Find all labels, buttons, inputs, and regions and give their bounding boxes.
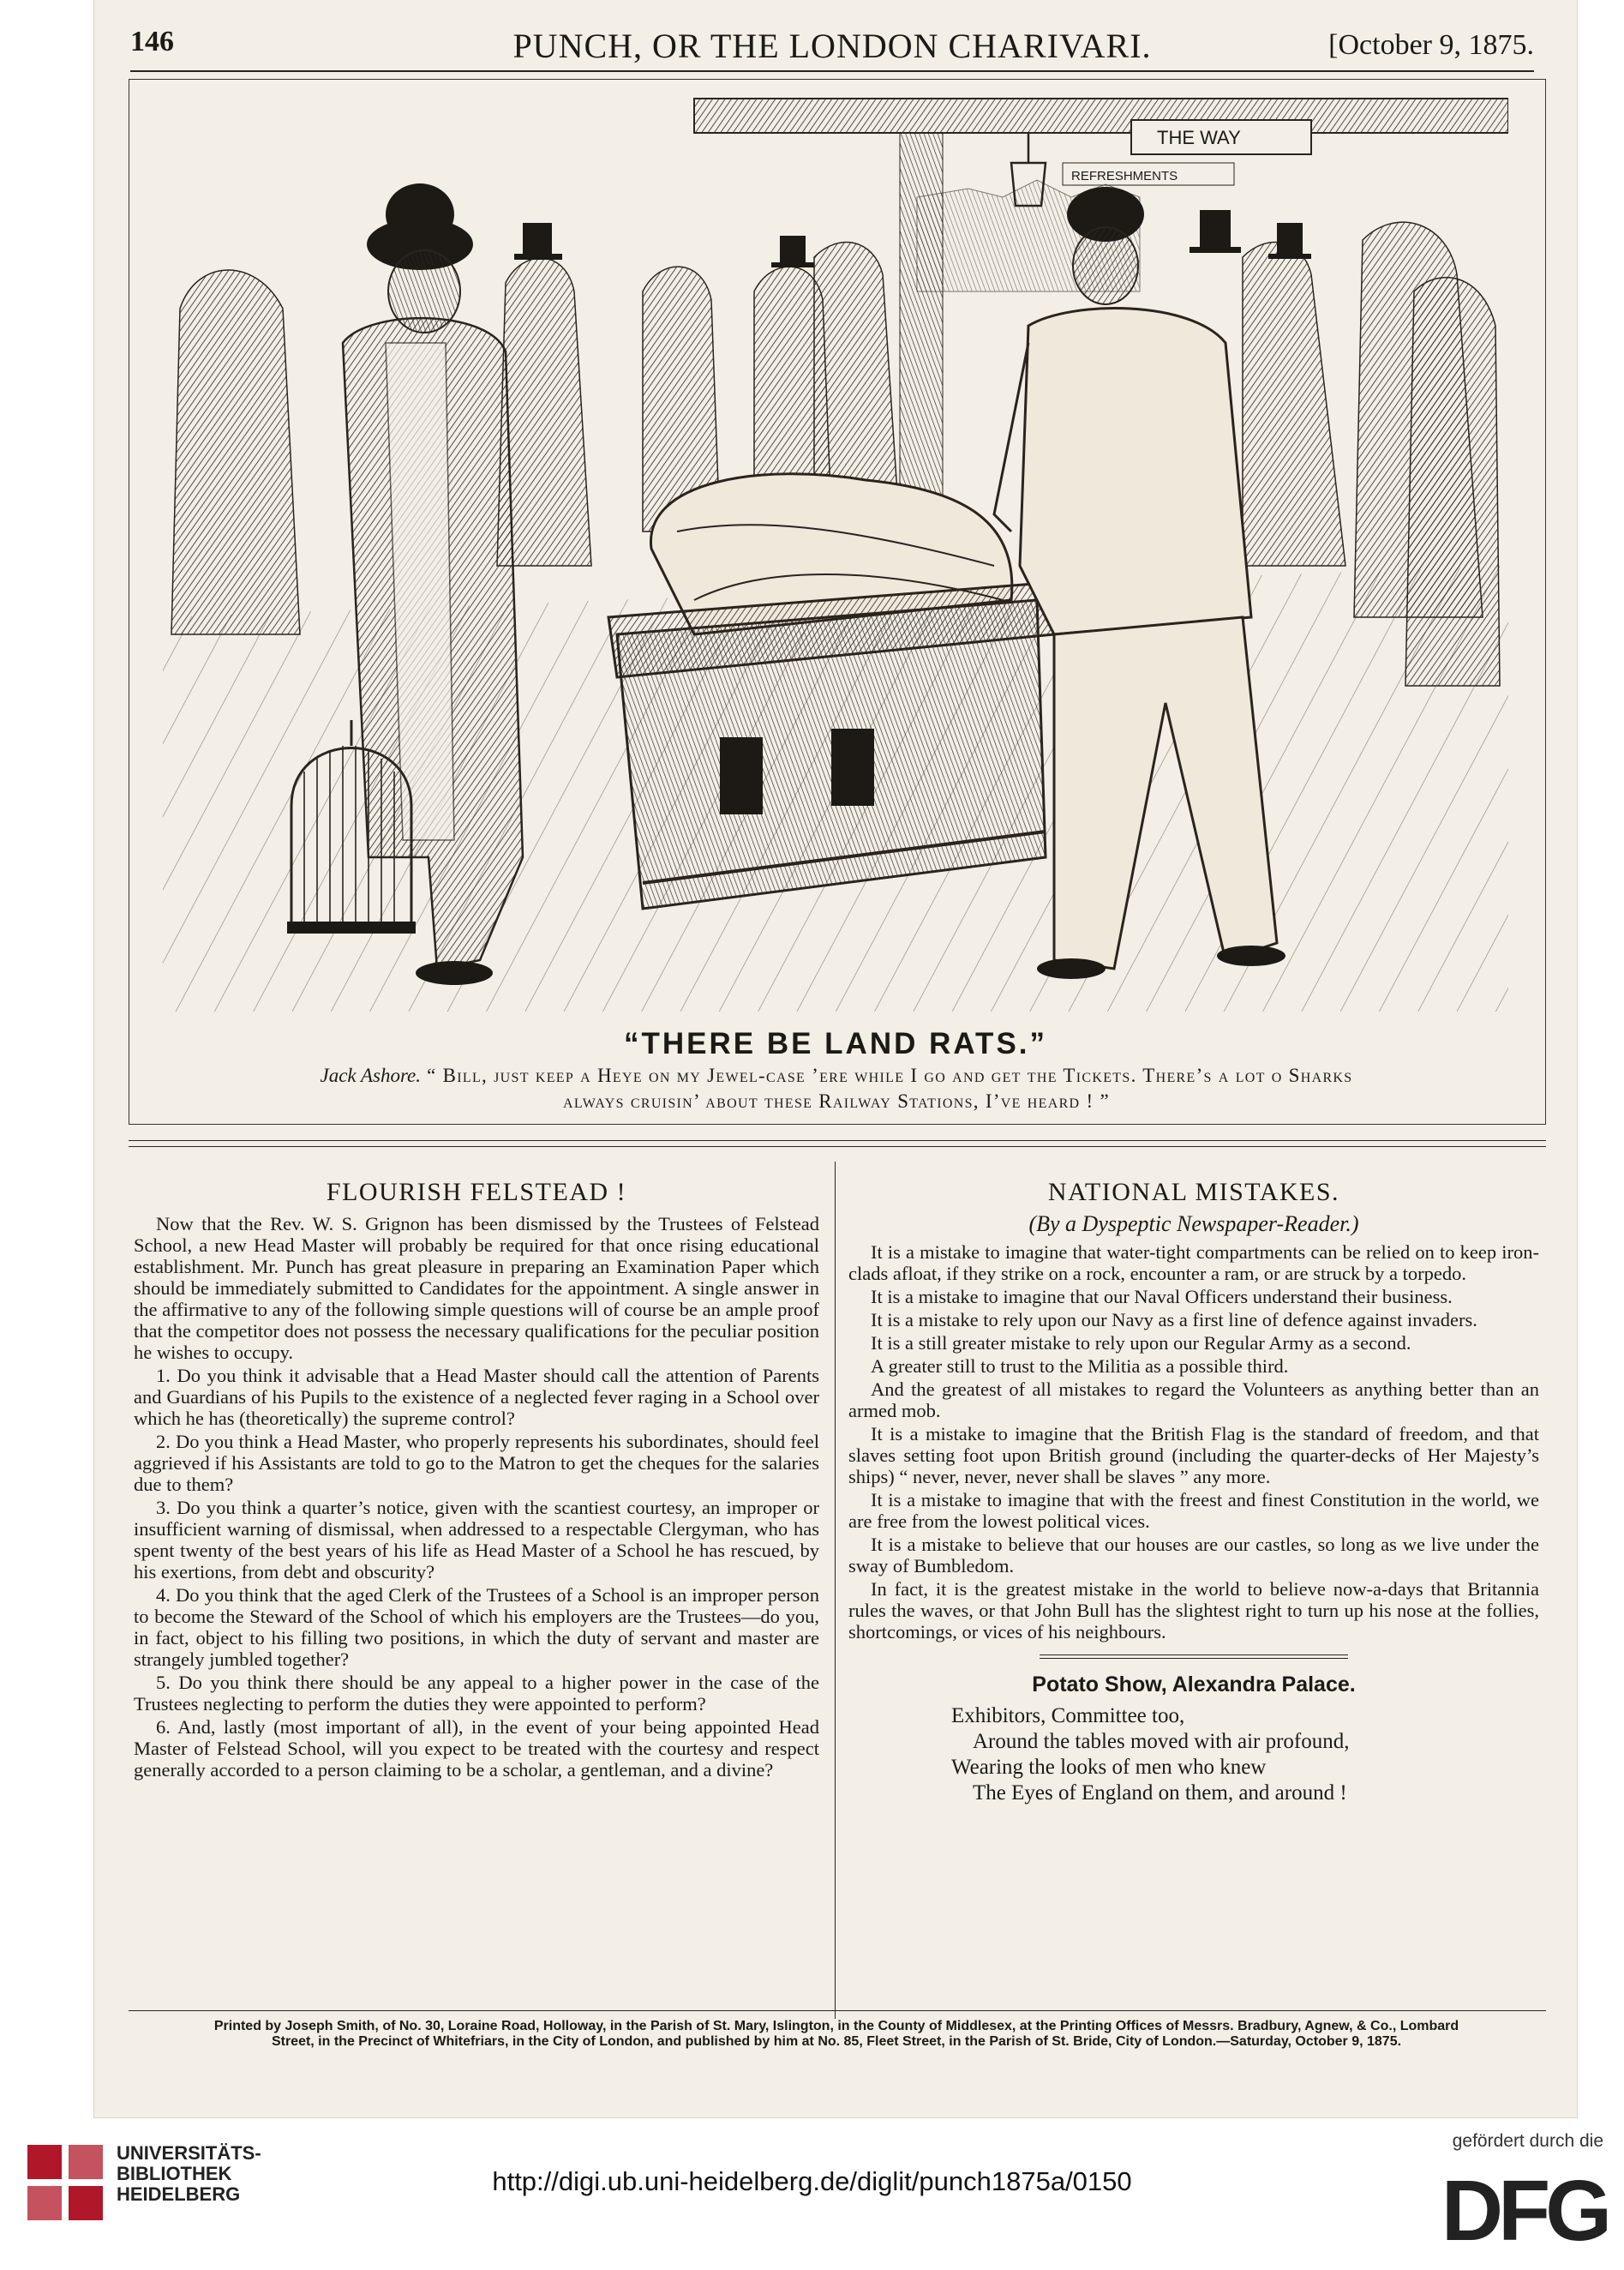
way-sign-text: THE WAY [1157,127,1241,148]
library-name-line: UNIVERSITÄTS- [117,2142,261,2164]
article-paragraph: In fact, it is the greatest mistake in the world to believe now-a-days that Britannia rules the waves, or that John Bull has the slightest right to turn up his nose at the follies, shortcomings, or vices of his neighbours. [848,1578,1539,1642]
caption-speaker: Jack Ashore. [320,1065,422,1086]
poem-line: Around the tables moved with air profound, [973,1730,1350,1753]
poem-line: Wearing the looks of men who knew [951,1756,1267,1779]
running-title: PUNCH, OR THE LONDON CHARIVARI. [512,27,1152,65]
article-paragraph: 4. Do you think that the aged Clerk of the Trustees of a School is an improper person to become the Steward of the School of which his employers are the Trustees—do you, in fact, object to his filling two positions, in which the duty of servant and master are strangely jumbled together? [134,1584,819,1670]
funding-note: gefördert durch die [1452,2131,1603,2151]
cartoon-caption-line-2: always cruisin’ about these Railway Stations, I’ve heard ! ” [563,1090,1110,1112]
section-divider [129,1140,1546,1141]
article-paragraph: A greater still to trust to the Militia as a possible third. [871,1355,1289,1377]
poem-line: Exhibitors, Committee too, [951,1704,1185,1727]
library-name-line: BIBLIOTHEK [117,2163,232,2184]
imprint-line-2: Street, in the Precinct of Whitefriars, in the City of London, and published by him at No. 85, Fleet Street, in the Parish of St. Bride, City of London.—Saturday, October 9, 1875. [271,2034,1402,2049]
article-paragraph: 1. Do you think it advisable that a Head Master should call the attention of Parents and Guardians of his Pupils to the existence of a neglected fever raging in a School over which he has (theoretically) the supreme control? [134,1365,819,1429]
section-divider-double [129,1146,1546,1147]
article-title: FLOURISH FELSTEAD ! [326,1178,627,1206]
article-paragraph: 3. Do you think a quarter’s notice, given with the scantiest courtesy, an improper or insufficient warning of dismissal, when addressed to a respectable Clergyman, who has spent twenty of the best years of his life as Head Master of a School he has rescued, by his exertions, from debt and obscurity? [134,1497,819,1582]
poem-title: Potato Show, Alexandra Palace. [1032,1672,1356,1696]
article-paragraph: 2. Do you think a Head Master, who properly represents his subordinates, should feel aggrieved if his Assistants are told to go to the Matron to get the cheques for the salaries due to them? [134,1431,819,1495]
sea-chest-with-bundle [608,474,1054,909]
caption-speech: “ Bill, just keep a Heye on my Jewel-case ’ere while I go and get the Tickets. There’s a lot o Sharks [427,1065,1353,1086]
article-paragraph: It is a mistake to rely upon our Navy as a first line of defence against invaders. [871,1309,1477,1330]
article-flourish-felstead [134,1174,819,1782]
article-paragraph: And the greatest of all mistakes to regard the Volunteers as anything better than an armed mob. [848,1378,1539,1421]
printer-imprint [134,2019,1539,2050]
article-paragraph: It is a mistake to imagine that our Naval Officers understand their business. [871,1286,1453,1307]
article-paragraph: Now that the Rev. W. S. Grignon has been dismissed by the Trustees of Felstead School, a new Head Master will probably be required for that once rising educational establishment. Mr. Punch has great pleasure in preparing an Examination Paper which should be immediately submitted to Candidates for the appointment. A single answer in the affirmative to any of the following simple questions will of course be an ample proof that the competitor does not possess the necessary qualifications for the peculiar position he wishes to occupy. [134,1213,819,1363]
page-header [130,26,1534,72]
article-paragraph: It is a still greater mistake to rely upon our Regular Army as a second. [871,1332,1411,1354]
imprint-line-1: Printed by Joseph Smith, of No. 30, Loraine Road, Holloway, in the Parish of St. Mary, Islington, in the County of Middlesex, at the Printing Offices of Messrs. Bradbury, Agnew, & Co., Lombard [213,2019,1459,2033]
article-paragraph: It is a mistake to imagine that the British Flag is the standard of freedom, and that slaves setting foot upon British ground (including the quarter-decks of Her Majesty’s ships) “ never, never, never shall be slaves ” any more. [848,1423,1539,1487]
permalink-url[interactable]: http://digi.ub.uni-heidelberg.de/diglit/punch1875a/0150 [492,2166,1132,2196]
page-number: 146 [130,26,174,57]
article-paragraph: It is a mistake to believe that our houses are our castles, so long as we live under the sway of Bumbledom. [848,1534,1539,1576]
article-paragraph: It is a mistake to imagine that water-tight compartments can be relied on to keep iron-clads afloat, if they strike on a rock, encounter a ram, or are struck by a torpedo. [848,1241,1539,1284]
newspaper-page [94,0,1577,2117]
article-national-mistakes [848,1174,1539,1807]
cartoon-title: “THERE BE LAND RATS.” [623,1027,1048,1060]
article-paragraph: 6. And, lastly (most important of all), in the event of your being appointed Head Master of Felstead School, will you expect to be treated with the courtesy and respect generally accorded to a person claiming to be a scholar, a gentleman, and a divine? [134,1716,819,1781]
article-byline: (By a Dyspeptic Newspaper-Reader.) [1028,1211,1359,1236]
refreshments-sign-text: REFRESHMENTS [1071,169,1178,183]
issue-date: [October 9, 1875. [1328,29,1534,61]
poem-line: The Eyes of England on them, and around ! [973,1781,1347,1805]
poem-divider [1040,1654,1348,1659]
article-paragraph: 5. Do you think there should be any appeal to a higher power in the case of the Trustees neglecting to perform the duties they were appointed to perform? [134,1672,819,1715]
column-divider [835,1162,836,2019]
cartoon-illustration [163,86,1508,1012]
cartoon-caption-line-1 [134,1065,1539,1087]
footer-rule [129,2010,1546,2011]
article-paragraph: It is a mistake to imagine that with the freest and finest Constitution in the world, we are free from the lowest political vices. [848,1489,1539,1532]
dfg-logo: DFG [1441,2163,1607,2259]
article-title: NATIONAL MISTAKES. [1047,1178,1340,1206]
library-name-line: HEIDELBERG [117,2183,241,2205]
